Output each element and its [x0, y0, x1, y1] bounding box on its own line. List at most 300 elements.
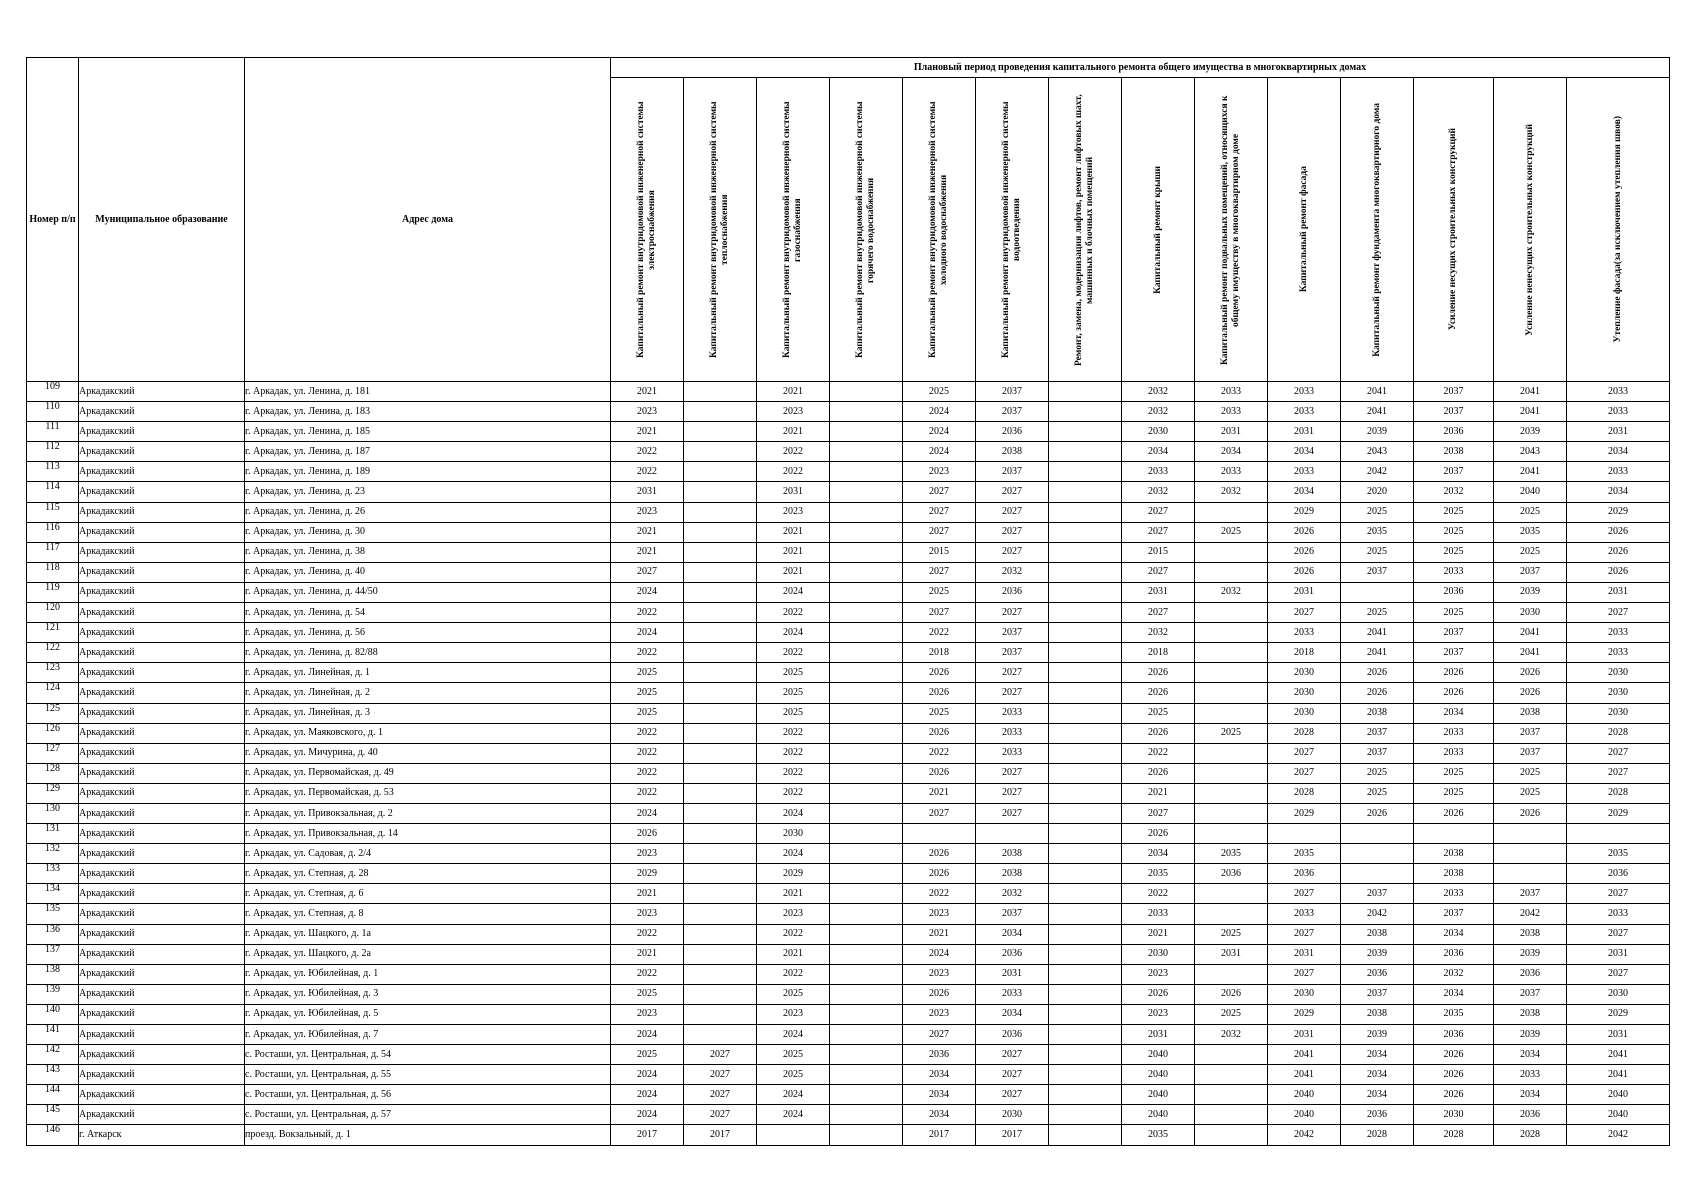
- year-cell: 2038: [1414, 844, 1494, 864]
- year-cell: [830, 442, 903, 462]
- year-cell: 2037: [976, 623, 1049, 643]
- municipality-cell: Аркадакский: [79, 482, 245, 502]
- year-cell: 2025: [903, 582, 976, 602]
- year-cell: 2033: [1567, 623, 1670, 643]
- municipality-cell: Аркадакский: [79, 884, 245, 904]
- year-cell: 2033: [976, 703, 1049, 723]
- year-cell: 2038: [976, 864, 1049, 884]
- year-cell: 2023: [611, 904, 684, 924]
- row-number: 141: [27, 1025, 79, 1045]
- year-cell: 2022: [757, 462, 830, 482]
- address-cell: г. Аркадак, ул. Степная, д. 28: [245, 864, 611, 884]
- year-cell: 2027: [1122, 562, 1195, 582]
- year-cell: 2039: [1494, 944, 1567, 964]
- year-cell: 2037: [1341, 984, 1414, 1004]
- year-cell: [830, 382, 903, 402]
- year-cell: [1049, 462, 1122, 482]
- year-cell: 2018: [1122, 643, 1195, 663]
- header-work-type-label: Капитальный ремонт внутридомовой инженерной системы теплоснабжения: [709, 101, 730, 358]
- year-cell: [684, 723, 757, 743]
- year-cell: 2031: [611, 482, 684, 502]
- row-number: 112: [27, 442, 79, 462]
- year-cell: 2029: [1268, 502, 1341, 522]
- year-cell: [830, 402, 903, 422]
- table-row: [27, 964, 1670, 984]
- year-cell: 2038: [1341, 1004, 1414, 1024]
- municipality-cell: Аркадакский: [79, 442, 245, 462]
- year-cell: 2037: [1494, 884, 1567, 904]
- year-cell: [1049, 502, 1122, 522]
- header-work-type: [1049, 78, 1122, 382]
- year-cell: [830, 1065, 903, 1085]
- year-cell: 2030: [1268, 984, 1341, 1004]
- year-cell: [1049, 1025, 1122, 1045]
- year-cell: 2040: [1567, 1085, 1670, 1105]
- year-cell: 2027: [976, 783, 1049, 803]
- year-cell: 2021: [757, 522, 830, 542]
- year-cell: 2026: [1122, 984, 1195, 1004]
- header-municipality: Муниципальное образование: [79, 58, 245, 382]
- year-cell: 2036: [903, 1045, 976, 1065]
- year-cell: 2024: [757, 844, 830, 864]
- year-cell: 2021: [611, 422, 684, 442]
- year-cell: 2024: [903, 422, 976, 442]
- year-cell: [830, 623, 903, 643]
- year-cell: 2025: [1414, 763, 1494, 783]
- header-num: Номер п/п: [27, 58, 79, 382]
- year-cell: 2030: [1414, 1105, 1494, 1125]
- year-cell: 2032: [1122, 623, 1195, 643]
- year-cell: 2033: [1494, 1065, 1567, 1085]
- year-cell: 2026: [1341, 803, 1414, 823]
- address-cell: г. Аркадак, ул. Степная, д. 6: [245, 884, 611, 904]
- table-row: [27, 623, 1670, 643]
- year-cell: 2025: [757, 1065, 830, 1085]
- year-cell: 2025: [1341, 763, 1414, 783]
- year-cell: 2025: [1341, 603, 1414, 623]
- row-number: 144: [27, 1085, 79, 1105]
- year-cell: 2023: [903, 904, 976, 924]
- year-cell: [830, 643, 903, 663]
- year-cell: 2021: [1122, 783, 1195, 803]
- table-row: [27, 864, 1670, 884]
- year-cell: 2028: [1268, 723, 1341, 743]
- year-cell: [830, 984, 903, 1004]
- address-cell: г. Аркадак, ул. Ленина, д. 56: [245, 623, 611, 643]
- year-cell: 2032: [1195, 1025, 1268, 1045]
- year-cell: 2023: [611, 1004, 684, 1024]
- year-cell: 2033: [976, 743, 1049, 763]
- year-cell: 2040: [1268, 1105, 1341, 1125]
- year-cell: 2037: [1414, 402, 1494, 422]
- year-cell: 2037: [1341, 743, 1414, 763]
- year-cell: 2036: [976, 1025, 1049, 1045]
- year-cell: 2024: [611, 623, 684, 643]
- year-cell: 2033: [1567, 462, 1670, 482]
- municipality-cell: Аркадакский: [79, 824, 245, 844]
- year-cell: [684, 984, 757, 1004]
- year-cell: 2023: [611, 502, 684, 522]
- year-cell: 2033: [1195, 402, 1268, 422]
- year-cell: 2034: [1195, 442, 1268, 462]
- municipality-cell: Аркадакский: [79, 1105, 245, 1125]
- year-cell: 2022: [611, 743, 684, 763]
- year-cell: 2035: [1414, 1004, 1494, 1024]
- year-cell: 2027: [1567, 884, 1670, 904]
- year-cell: [903, 824, 976, 844]
- table-row: [27, 944, 1670, 964]
- year-cell: [830, 462, 903, 482]
- year-cell: 2034: [1341, 1045, 1414, 1065]
- year-cell: 2026: [1268, 542, 1341, 562]
- header-work-type: [830, 78, 903, 382]
- year-cell: 2042: [1341, 904, 1414, 924]
- year-cell: [1049, 1125, 1122, 1145]
- year-cell: 2027: [1567, 924, 1670, 944]
- header-work-type: [1567, 78, 1670, 382]
- year-cell: 2038: [1341, 924, 1414, 944]
- year-cell: 2034: [1341, 1085, 1414, 1105]
- municipality-cell: Аркадакский: [79, 402, 245, 422]
- year-cell: 2037: [1494, 562, 1567, 582]
- year-cell: 2027: [684, 1105, 757, 1125]
- table-row: [27, 542, 1670, 562]
- year-cell: [684, 904, 757, 924]
- municipality-cell: Аркадакский: [79, 522, 245, 542]
- row-number: 109: [27, 382, 79, 402]
- year-cell: [1195, 783, 1268, 803]
- year-cell: [684, 422, 757, 442]
- year-cell: 2022: [611, 924, 684, 944]
- row-number: 142: [27, 1045, 79, 1065]
- year-cell: 2026: [903, 683, 976, 703]
- year-cell: [830, 582, 903, 602]
- year-cell: 2025: [611, 683, 684, 703]
- year-cell: 2026: [903, 864, 976, 884]
- year-cell: 2039: [1341, 422, 1414, 442]
- municipality-cell: Аркадакский: [79, 462, 245, 482]
- year-cell: 2035: [1494, 522, 1567, 542]
- year-cell: 2024: [903, 442, 976, 462]
- year-cell: [1049, 582, 1122, 602]
- year-cell: [1049, 723, 1122, 743]
- municipality-cell: Аркадакский: [79, 603, 245, 623]
- year-cell: [1195, 683, 1268, 703]
- address-cell: г. Аркадак, ул. Ленина, д. 38: [245, 542, 611, 562]
- year-cell: 2025: [1414, 542, 1494, 562]
- year-cell: 2022: [757, 763, 830, 783]
- year-cell: 2024: [611, 1025, 684, 1045]
- year-cell: 2025: [757, 1045, 830, 1065]
- year-cell: [830, 1045, 903, 1065]
- year-cell: [830, 783, 903, 803]
- year-cell: 2031: [1195, 944, 1268, 964]
- year-cell: 2026: [1414, 803, 1494, 823]
- year-cell: [830, 924, 903, 944]
- header-work-type-label: Капитальный ремонт внутридомовой инженерной системы водоотведения: [1001, 101, 1022, 358]
- year-cell: [1049, 884, 1122, 904]
- municipality-cell: Аркадакский: [79, 562, 245, 582]
- year-cell: 2025: [1195, 924, 1268, 944]
- address-cell: г. Аркадак, ул. Маяковского, д. 1: [245, 723, 611, 743]
- year-cell: 2032: [1195, 582, 1268, 602]
- year-cell: 2025: [611, 663, 684, 683]
- row-number: 137: [27, 944, 79, 964]
- year-cell: 2037: [1341, 884, 1414, 904]
- row-number: 114: [27, 482, 79, 502]
- year-cell: 2022: [1122, 884, 1195, 904]
- year-cell: 2027: [684, 1045, 757, 1065]
- row-number: 130: [27, 803, 79, 823]
- year-cell: [1049, 603, 1122, 623]
- year-cell: 2022: [1122, 743, 1195, 763]
- year-cell: 2024: [611, 1085, 684, 1105]
- row-number: 138: [27, 964, 79, 984]
- year-cell: 2038: [1494, 924, 1567, 944]
- year-cell: [684, 442, 757, 462]
- header-work-type: [1341, 78, 1414, 382]
- year-cell: 2034: [1268, 482, 1341, 502]
- table-row: [27, 803, 1670, 823]
- year-cell: [1494, 864, 1567, 884]
- year-cell: [1049, 743, 1122, 763]
- year-cell: 2027: [1567, 743, 1670, 763]
- year-cell: 2026: [1195, 984, 1268, 1004]
- year-cell: 2026: [903, 723, 976, 743]
- table-row: [27, 884, 1670, 904]
- municipality-cell: Аркадакский: [79, 944, 245, 964]
- year-cell: 2027: [1567, 603, 1670, 623]
- address-cell: г. Аркадак, ул. Ленина, д. 30: [245, 522, 611, 542]
- address-cell: г. Аркадак, ул. Садовая, д. 2/4: [245, 844, 611, 864]
- year-cell: 2037: [1414, 623, 1494, 643]
- year-cell: [1049, 442, 1122, 462]
- header-address: Адрес дома: [245, 58, 611, 382]
- year-cell: [684, 803, 757, 823]
- year-cell: 2041: [1341, 643, 1414, 663]
- year-cell: 2017: [903, 1125, 976, 1145]
- year-cell: 2038: [1341, 703, 1414, 723]
- year-cell: 2033: [1567, 904, 1670, 924]
- year-cell: 2027: [1268, 964, 1341, 984]
- year-cell: 2026: [1567, 522, 1670, 542]
- year-cell: 2022: [903, 743, 976, 763]
- year-cell: [1341, 824, 1414, 844]
- row-number: 134: [27, 884, 79, 904]
- table-row: [27, 422, 1670, 442]
- year-cell: 2036: [1567, 864, 1670, 884]
- year-cell: 2040: [1122, 1065, 1195, 1085]
- year-cell: 2033: [1195, 382, 1268, 402]
- header-work-type-label: Усиление ненесущих строительных конструкций: [1524, 123, 1535, 336]
- year-cell: 2034: [1268, 442, 1341, 462]
- municipality-cell: Аркадакский: [79, 1065, 245, 1085]
- year-cell: [830, 904, 903, 924]
- row-number: 146: [27, 1125, 79, 1145]
- year-cell: 2037: [976, 904, 1049, 924]
- municipality-cell: Аркадакский: [79, 643, 245, 663]
- year-cell: 2027: [976, 663, 1049, 683]
- table-row: [27, 904, 1670, 924]
- year-cell: 2036: [976, 944, 1049, 964]
- year-cell: 2042: [1341, 462, 1414, 482]
- year-cell: [684, 462, 757, 482]
- year-cell: 2027: [611, 562, 684, 582]
- year-cell: 2040: [1122, 1045, 1195, 1065]
- year-cell: 2022: [757, 743, 830, 763]
- year-cell: 2031: [1567, 582, 1670, 602]
- address-cell: г. Аркадак, ул. Юбилейная, д. 5: [245, 1004, 611, 1024]
- header-work-type-label: Капитальный ремонт фасада: [1298, 166, 1309, 293]
- year-cell: 2024: [903, 402, 976, 422]
- year-cell: 2030: [1567, 683, 1670, 703]
- year-cell: [830, 1085, 903, 1105]
- year-cell: 2018: [903, 643, 976, 663]
- year-cell: 2033: [1268, 462, 1341, 482]
- year-cell: [1049, 864, 1122, 884]
- year-cell: 2027: [976, 683, 1049, 703]
- year-cell: 2041: [1567, 1065, 1670, 1085]
- year-cell: [830, 944, 903, 964]
- year-cell: 2036: [976, 422, 1049, 442]
- year-cell: 2036: [1268, 864, 1341, 884]
- year-cell: [1341, 844, 1414, 864]
- year-cell: [684, 663, 757, 683]
- address-cell: г. Аркадак, ул. Привокзальная, д. 14: [245, 824, 611, 844]
- year-cell: 2017: [684, 1125, 757, 1145]
- year-cell: 2025: [1414, 522, 1494, 542]
- year-cell: 2030: [757, 824, 830, 844]
- year-cell: 2029: [1268, 1004, 1341, 1024]
- year-cell: 2040: [1122, 1085, 1195, 1105]
- year-cell: 2037: [1494, 723, 1567, 743]
- address-cell: г. Аркадак, ул. Первомайская, д. 49: [245, 763, 611, 783]
- year-cell: 2035: [1122, 864, 1195, 884]
- address-cell: г. Аркадак, ул. Привокзальная, д. 2: [245, 803, 611, 823]
- year-cell: [830, 422, 903, 442]
- table-row: [27, 1125, 1670, 1145]
- year-cell: 2026: [1567, 542, 1670, 562]
- year-cell: 2021: [757, 562, 830, 582]
- row-number: 125: [27, 703, 79, 723]
- year-cell: 2031: [1268, 1025, 1341, 1045]
- year-cell: [684, 683, 757, 703]
- year-cell: 2024: [757, 582, 830, 602]
- year-cell: 2030: [1567, 663, 1670, 683]
- year-cell: 2033: [1414, 743, 1494, 763]
- year-cell: 2029: [1567, 803, 1670, 823]
- year-cell: 2026: [1414, 1065, 1494, 1085]
- year-cell: 2039: [1341, 1025, 1414, 1045]
- municipality-cell: Аркадакский: [79, 623, 245, 643]
- municipality-cell: Аркадакский: [79, 703, 245, 723]
- year-cell: 2025: [903, 703, 976, 723]
- year-cell: [1049, 402, 1122, 422]
- year-cell: 2032: [1122, 382, 1195, 402]
- year-cell: 2043: [1494, 442, 1567, 462]
- year-cell: [684, 643, 757, 663]
- year-cell: 2025: [1341, 502, 1414, 522]
- header-work-type: [757, 78, 830, 382]
- year-cell: 2033: [1195, 462, 1268, 482]
- year-cell: 2025: [1122, 703, 1195, 723]
- year-cell: [830, 502, 903, 522]
- header-work-type-label: Капитальный ремонт внутридомовой инженерной системы холодного водоснабжения: [928, 101, 949, 358]
- address-cell: г. Аркадак, ул. Ленина, д. 189: [245, 462, 611, 482]
- year-cell: [1049, 683, 1122, 703]
- year-cell: 2033: [1567, 643, 1670, 663]
- year-cell: 2022: [757, 964, 830, 984]
- year-cell: 2033: [1414, 723, 1494, 743]
- year-cell: 2028: [1567, 723, 1670, 743]
- year-cell: [1341, 864, 1414, 884]
- row-number: 119: [27, 582, 79, 602]
- row-number: 133: [27, 864, 79, 884]
- year-cell: 2030: [1122, 944, 1195, 964]
- year-cell: 2033: [1567, 402, 1670, 422]
- year-cell: 2037: [976, 382, 1049, 402]
- year-cell: 2034: [1494, 1085, 1567, 1105]
- municipality-cell: Аркадакский: [79, 502, 245, 522]
- address-cell: г. Аркадак, ул. Ленина, д. 54: [245, 603, 611, 623]
- year-cell: 2031: [1268, 944, 1341, 964]
- header-work-type-label: Ремонт, замена, модернизация лифтов, ремонт лифтовых шахт, машинных и блочных помещений: [1074, 93, 1095, 366]
- year-cell: 2037: [1341, 723, 1414, 743]
- year-cell: 2026: [1122, 824, 1195, 844]
- year-cell: 2035: [1268, 844, 1341, 864]
- year-cell: 2032: [976, 884, 1049, 904]
- year-cell: 2027: [903, 603, 976, 623]
- year-cell: 2027: [976, 603, 1049, 623]
- year-cell: [684, 582, 757, 602]
- header-work-type-label: Капитальный ремонт подвальных помещений, относящихся к общему имуществу в многоквартирном доме: [1220, 94, 1241, 365]
- year-cell: 2027: [903, 502, 976, 522]
- year-cell: 2025: [757, 683, 830, 703]
- year-cell: 2037: [1494, 743, 1567, 763]
- year-cell: 2029: [757, 864, 830, 884]
- year-cell: [1049, 1085, 1122, 1105]
- year-cell: [830, 1004, 903, 1024]
- year-cell: 2027: [1567, 763, 1670, 783]
- row-number: 128: [27, 763, 79, 783]
- year-cell: 2027: [1268, 763, 1341, 783]
- year-cell: 2017: [976, 1125, 1049, 1145]
- year-cell: 2030: [1122, 422, 1195, 442]
- year-cell: [830, 803, 903, 823]
- year-cell: 2022: [611, 763, 684, 783]
- year-cell: [1049, 984, 1122, 1004]
- year-cell: 2038: [976, 442, 1049, 462]
- year-cell: 2024: [611, 582, 684, 602]
- year-cell: 2023: [1122, 964, 1195, 984]
- year-cell: [1049, 824, 1122, 844]
- year-cell: 2027: [684, 1065, 757, 1085]
- municipality-cell: Аркадакский: [79, 803, 245, 823]
- header-work-type-label: Капитальный ремонт крыши: [1152, 165, 1163, 294]
- year-cell: 2022: [611, 603, 684, 623]
- year-cell: 2035: [1122, 1125, 1195, 1145]
- year-cell: 2041: [1268, 1065, 1341, 1085]
- year-cell: 2036: [1341, 964, 1414, 984]
- year-cell: 2027: [903, 562, 976, 582]
- table-row: [27, 1085, 1670, 1105]
- table-row: [27, 402, 1670, 422]
- year-cell: [684, 703, 757, 723]
- table-row: [27, 603, 1670, 623]
- row-number: 136: [27, 924, 79, 944]
- year-cell: 2039: [1341, 944, 1414, 964]
- year-cell: 2023: [611, 402, 684, 422]
